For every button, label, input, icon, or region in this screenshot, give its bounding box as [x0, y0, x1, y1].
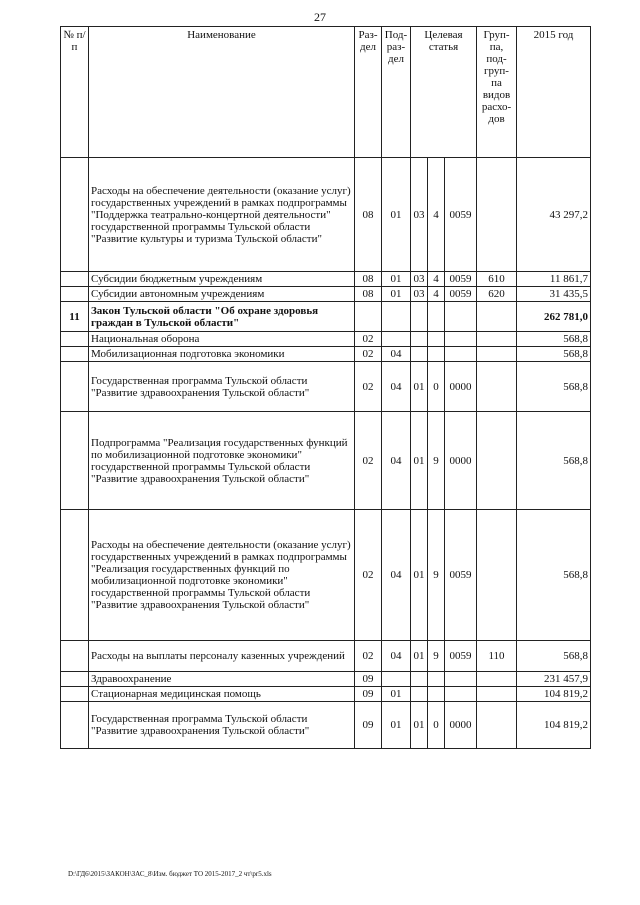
- row-amount: 231 457,9: [517, 672, 591, 687]
- row-target-program: 01: [411, 702, 428, 749]
- row-target-direction: [445, 672, 477, 687]
- row-expense-group: 110: [477, 641, 517, 672]
- row-razdel: 02: [355, 332, 382, 347]
- row-target-subprogram: 4: [428, 287, 445, 302]
- header-num: № п/п: [61, 27, 89, 158]
- header-year: 2015 год: [517, 27, 591, 158]
- row-target-program: [411, 672, 428, 687]
- table-row: [61, 332, 591, 347]
- table-row: [61, 641, 591, 672]
- row-amount: 568,8: [517, 412, 591, 510]
- row-razdel: 02: [355, 412, 382, 510]
- row-razdel: 08: [355, 158, 382, 272]
- row-name: Государственная программа Тульской области "Развитие здравоохранения Тульской области": [89, 702, 355, 749]
- row-target-direction: [445, 302, 477, 332]
- row-podrazdel: 01: [382, 287, 411, 302]
- row-target-program: 01: [411, 362, 428, 412]
- header-podrazdel: Под-раз-дел: [382, 27, 411, 158]
- row-name: Расходы на обеспечение деятельности (оказание услуг) государственных учреждений в рамках подпрограммы "Реализация государственных функций по мобилизационной подготовке экономики" государственной программы Тульской области "Развитие здравоохранения Тульской области": [89, 510, 355, 641]
- table-row: [61, 412, 591, 510]
- row-target-subprogram: 9: [428, 510, 445, 641]
- table-row: [61, 687, 591, 702]
- row-amount: 104 819,2: [517, 702, 591, 749]
- row-target-subprogram: [428, 347, 445, 362]
- row-name: Закон Тульской области "Об охране здоровья граждан в Тульской области": [89, 302, 355, 332]
- row-podrazdel: 04: [382, 412, 411, 510]
- row-number: [61, 287, 89, 302]
- row-amount: 262 781,0: [517, 302, 591, 332]
- row-target-program: [411, 302, 428, 332]
- row-amount: 104 819,2: [517, 687, 591, 702]
- row-razdel: 02: [355, 347, 382, 362]
- header-name: Наименование: [89, 27, 355, 158]
- row-name: Национальная оборона: [89, 332, 355, 347]
- row-name: Мобилизационная подготовка экономики: [89, 347, 355, 362]
- row-name: Субсидии бюджетным учреждениям: [89, 272, 355, 287]
- row-razdel: 08: [355, 287, 382, 302]
- row-target-subprogram: 9: [428, 641, 445, 672]
- row-podrazdel: [382, 332, 411, 347]
- row-name: Подпрограмма "Реализация государственных функций по мобилизационной подготовке экономики" государственной программы Тульской области "Развитие здравоохранения Тульской области": [89, 412, 355, 510]
- table-row: [61, 362, 591, 412]
- header-expense-group: Груп-па, под-груп-па видов расхо-дов: [477, 27, 517, 158]
- row-target-subprogram: 0: [428, 702, 445, 749]
- row-target-subprogram: [428, 302, 445, 332]
- row-expense-group: 620: [477, 287, 517, 302]
- row-amount: 568,8: [517, 641, 591, 672]
- row-expense-group: [477, 158, 517, 272]
- row-razdel: [355, 302, 382, 332]
- row-number: [61, 272, 89, 287]
- header-target-article: Целевая статья: [411, 27, 477, 158]
- table-row: [61, 672, 591, 687]
- row-target-program: [411, 687, 428, 702]
- header-razdel: Раз-дел: [355, 27, 382, 158]
- page-number: 27: [314, 10, 326, 24]
- row-name: Субсидии автономным учреждениям: [89, 287, 355, 302]
- row-target-subprogram: [428, 672, 445, 687]
- row-razdel: 09: [355, 702, 382, 749]
- row-target-direction: 0000: [445, 412, 477, 510]
- row-name: Расходы на обеспечение деятельности (оказание услуг) государственных учреждений в рамках подпрограммы "Поддержка театрально-концертной деятельности" государственной программы Тульской области "Развитие культуры и туризма Тульской области": [89, 158, 355, 272]
- row-amount: 568,8: [517, 362, 591, 412]
- row-podrazdel: [382, 302, 411, 332]
- row-target-program: 03: [411, 158, 428, 272]
- row-expense-group: [477, 362, 517, 412]
- row-number: [61, 510, 89, 641]
- row-target-direction: 0059: [445, 272, 477, 287]
- row-target-direction: 0000: [445, 362, 477, 412]
- row-expense-group: [477, 347, 517, 362]
- row-amount: 568,8: [517, 332, 591, 347]
- row-target-program: 03: [411, 287, 428, 302]
- row-expense-group: [477, 672, 517, 687]
- row-number: [61, 362, 89, 412]
- row-target-subprogram: 4: [428, 158, 445, 272]
- row-number: [61, 347, 89, 362]
- row-expense-group: [477, 510, 517, 641]
- row-expense-group: [477, 332, 517, 347]
- row-target-direction: 0059: [445, 158, 477, 272]
- row-number: [61, 332, 89, 347]
- table-row: [61, 347, 591, 362]
- row-amount: 31 435,5: [517, 287, 591, 302]
- row-target-direction: 0059: [445, 641, 477, 672]
- table-row: [61, 158, 591, 272]
- table-row: [61, 510, 591, 641]
- row-target-subprogram: [428, 687, 445, 702]
- row-target-program: 03: [411, 272, 428, 287]
- row-podrazdel: 04: [382, 510, 411, 641]
- row-target-direction: 0000: [445, 702, 477, 749]
- row-podrazdel: [382, 672, 411, 687]
- row-target-direction: 0059: [445, 287, 477, 302]
- file-path: D:\ГД6\2015\ЗАКОН\ЗАС_8\Изм. бюджет ТО 2015-2017_2 чт\pr5.xls: [68, 870, 272, 878]
- row-amount: 11 861,7: [517, 272, 591, 287]
- row-razdel: 09: [355, 687, 382, 702]
- row-target-direction: [445, 687, 477, 702]
- row-target-subprogram: 9: [428, 412, 445, 510]
- row-razdel: 08: [355, 272, 382, 287]
- row-target-program: 01: [411, 412, 428, 510]
- table-row: [61, 302, 591, 332]
- row-target-direction: [445, 332, 477, 347]
- row-razdel: 02: [355, 641, 382, 672]
- row-razdel: 02: [355, 510, 382, 641]
- row-razdel: 09: [355, 672, 382, 687]
- row-target-subprogram: 4: [428, 272, 445, 287]
- row-number: 11: [61, 302, 89, 332]
- row-number: [61, 702, 89, 749]
- row-target-direction: 0059: [445, 510, 477, 641]
- row-podrazdel: 01: [382, 702, 411, 749]
- row-target-program: 01: [411, 510, 428, 641]
- row-target-program: [411, 347, 428, 362]
- row-expense-group: [477, 702, 517, 749]
- row-name: Здравоохранение: [89, 672, 355, 687]
- row-name: Стационарная медицинская помощь: [89, 687, 355, 702]
- row-podrazdel: 01: [382, 687, 411, 702]
- row-podrazdel: 01: [382, 158, 411, 272]
- row-number: [61, 641, 89, 672]
- row-podrazdel: 04: [382, 641, 411, 672]
- row-target-program: [411, 332, 428, 347]
- row-razdel: 02: [355, 362, 382, 412]
- row-expense-group: 610: [477, 272, 517, 287]
- row-expense-group: [477, 412, 517, 510]
- row-name: Расходы на выплаты персоналу казенных учреждений: [89, 641, 355, 672]
- table-row: [61, 702, 591, 749]
- row-target-program: 01: [411, 641, 428, 672]
- row-target-direction: [445, 347, 477, 362]
- row-expense-group: [477, 302, 517, 332]
- row-number: [61, 687, 89, 702]
- row-amount: 568,8: [517, 347, 591, 362]
- row-amount: 43 297,2: [517, 158, 591, 272]
- table-row: [61, 272, 591, 287]
- table-row: [61, 287, 591, 302]
- row-target-subprogram: [428, 332, 445, 347]
- row-podrazdel: 04: [382, 362, 411, 412]
- row-podrazdel: 01: [382, 272, 411, 287]
- row-amount: 568,8: [517, 510, 591, 641]
- row-number: [61, 412, 89, 510]
- row-podrazdel: 04: [382, 347, 411, 362]
- row-expense-group: [477, 687, 517, 702]
- budget-table: [60, 26, 591, 749]
- header-row: [61, 27, 591, 158]
- row-number: [61, 672, 89, 687]
- row-target-subprogram: 0: [428, 362, 445, 412]
- row-number: [61, 158, 89, 272]
- row-name: Государственная программа Тульской области "Развитие здравоохранения Тульской области": [89, 362, 355, 412]
